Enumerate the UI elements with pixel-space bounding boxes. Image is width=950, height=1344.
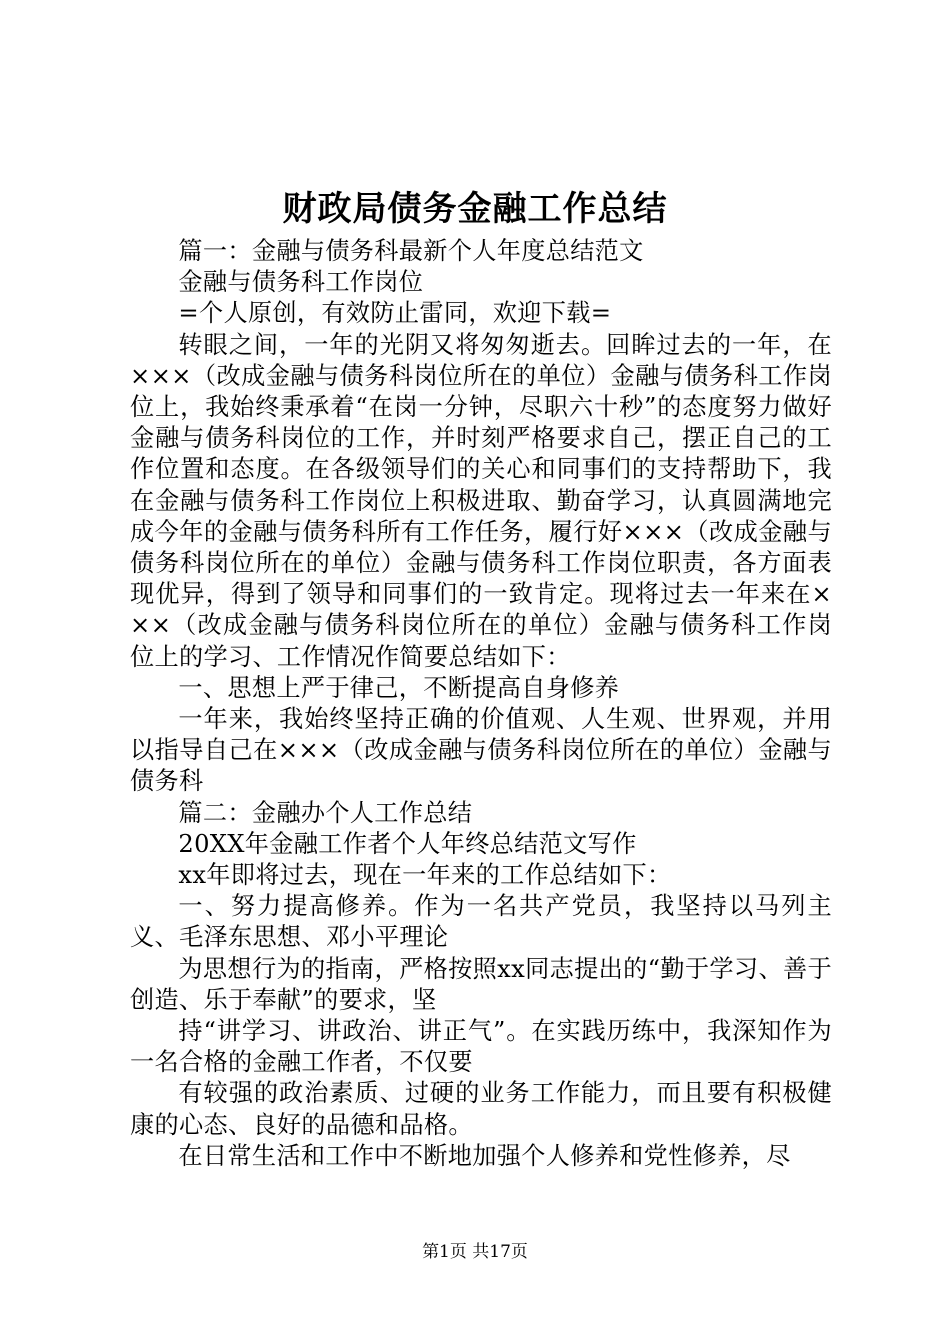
paragraph: 一、思想上严于律己，不断提高自身修养 (178, 673, 620, 702)
paragraph: xx年即将过去，现在一年来的工作总结如下： (178, 861, 672, 890)
paragraph: 转眼之间，一年的光阴又将匆匆逝去。回眸过去的一年，在×××（改成金融与债务科岗位所在的单位）金融与债务科工作岗位上，我始终秉承着“在岗一分钟，尽职六十秒”的态度努力做好金融与债务科岗位的工作，并时刻严格要求自己，摆正自己的工作位置和态度。在各级领导们的关心和同事们的支持帮助下，我在金融与债务科工作岗位上积极进取、勤奋学习，认真圆满地完成今年的金融与债务科所有工作任务，履行好×××（改成金融与债务科岗位所在的单位）金融与债务科工作岗位职责，各方面表现优异，得到了领导和同事们的一致肯定。现将过去一年来在×××（改成金融与债务科岗位所在的单位）金融与债务科工作岗位上的学习、工作情况作简要总结如下： (130, 330, 832, 671)
paragraph: 篇二：金融办个人工作总结 (178, 798, 473, 827)
document-title: 财政局债务金融工作总结 (282, 189, 668, 229)
paragraph: 为思想行为的指南，严格按照xx同志提出的“勤于学习、善于创造、乐于奉献”的要求，坚 (130, 954, 832, 1014)
paragraph: 20XX年金融工作者个人年终总结范文写作 (178, 829, 637, 858)
paragraph: 篇一：金融与债务科最新个人年度总结范文 (178, 237, 644, 265)
paragraph: 一年来，我始终坚持正确的价值观、人生观、世界观，并用以指导自己在×××（改成金融与债务科岗位所在的单位）金融与债务科 (130, 705, 832, 796)
paragraph: 持“讲学习、讲政治、讲正气”。在实践历练中，我深知作为一名合格的金融工作者，不仅要 (130, 1017, 832, 1077)
page-footer: 第1页 共17页 (422, 1242, 528, 1262)
paragraph: 在日常生活和工作中不断地加强个人修养和党性修养，尽 (178, 1141, 791, 1170)
paragraph: 一、努力提高修养。作为一名共产党员，我坚持以马列主义、毛泽东思想、邓小平理论 (130, 892, 832, 952)
paragraph: =个人原创，有效防止雷同，欢迎下载= (178, 299, 612, 328)
paragraph: 有较强的政治素质、过硬的业务工作能力，而且要有积极健康的心态、良好的品德和品格。 (130, 1079, 832, 1139)
paragraph: 金融与债务科工作岗位 (178, 268, 424, 297)
document-body (130, 236, 832, 1172)
